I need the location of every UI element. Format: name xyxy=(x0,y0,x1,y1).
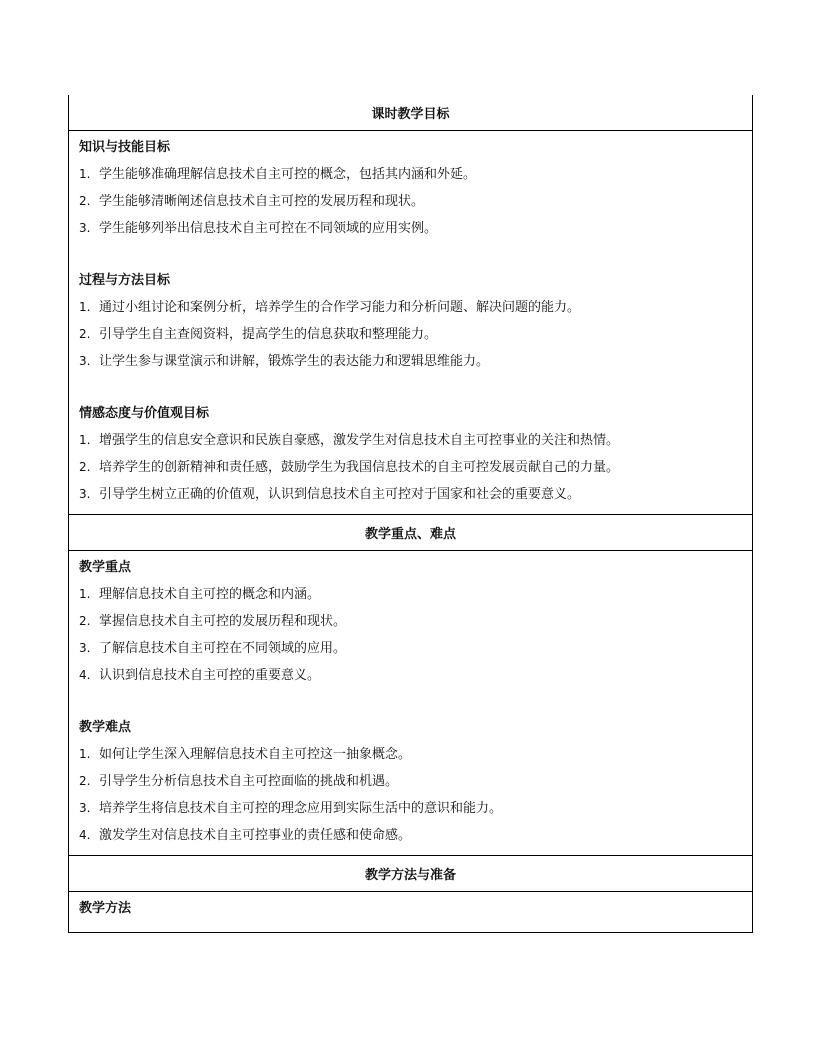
item-number: 1. xyxy=(79,587,91,601)
item-text: 学生能够列举出信息技术自主可控在不同领域的应用实例。 xyxy=(99,221,438,236)
subhead-knowledge-skills: 知识与技能目标 xyxy=(79,140,171,155)
list-item xyxy=(79,768,742,795)
item-text: 如何让学生深入理解信息技术自主可控这一抽象概念。 xyxy=(99,747,412,762)
item-text: 让学生参与课堂演示和讲解，锻炼学生的表达能力和逻辑思维能力。 xyxy=(99,354,490,369)
item-number: 1. xyxy=(79,433,91,447)
spacer xyxy=(79,689,742,715)
list-item xyxy=(79,188,742,215)
list-item xyxy=(79,795,742,822)
section-body-methods xyxy=(69,892,752,932)
item-text: 了解信息技术自主可控在不同领域的应用。 xyxy=(99,641,347,656)
item-text: 培养学生的创新精神和责任感，鼓励学生为我国信息技术的自主可控发展贡献自己的力量。 xyxy=(99,460,620,475)
item-number: 4. xyxy=(79,668,91,682)
list-item xyxy=(79,608,742,635)
item-number: 3. xyxy=(79,641,91,655)
item-text: 引导学生树立正确的价值观，认识到信息技术自主可控对于国家和社会的重要意义。 xyxy=(99,487,581,502)
subhead-attitudes-values: 情感态度与价值观目标 xyxy=(79,406,210,421)
item-text: 学生能够清晰阐述信息技术自主可控的发展历程和现状。 xyxy=(99,194,425,209)
item-text: 掌握信息技术自主可控的发展历程和现状。 xyxy=(99,614,347,629)
item-text: 培养学生将信息技术自主可控的理念应用到实际生活中的意识和能力。 xyxy=(99,801,503,816)
item-number: 1. xyxy=(79,747,91,761)
list-item xyxy=(79,215,742,242)
section-header-objectives: 课时教学目标 xyxy=(69,95,752,131)
item-number: 3. xyxy=(79,354,91,368)
item-text: 学生能够准确理解信息技术自主可控的概念，包括其内涵和外延。 xyxy=(99,167,477,182)
list-item xyxy=(79,161,742,188)
list-item xyxy=(79,662,742,689)
subhead-process-methods: 过程与方法目标 xyxy=(79,273,171,288)
item-number: 3. xyxy=(79,487,91,501)
item-text: 引导学生自主查阅资料，提高学生的信息获取和整理能力。 xyxy=(99,327,438,342)
item-number: 1. xyxy=(79,300,91,314)
section-header-methods: 教学方法与准备 xyxy=(69,856,752,892)
item-text: 引导学生分析信息技术自主可控面临的挑战和机遇。 xyxy=(99,774,399,789)
lesson-plan-table xyxy=(68,95,753,933)
item-number: 3. xyxy=(79,221,91,235)
item-number: 1. xyxy=(79,167,91,181)
item-number: 2. xyxy=(79,327,91,341)
subhead-teaching-focus: 教学重点 xyxy=(79,560,132,575)
item-text: 增强学生的信息安全意识和民族自豪感，激发学生对信息技术自主可控事业的关注和热情。 xyxy=(99,433,620,448)
list-item xyxy=(79,581,742,608)
subhead-teaching-methods: 教学方法 xyxy=(79,901,132,916)
list-item xyxy=(79,454,742,481)
spacer xyxy=(79,375,742,401)
item-text: 通过小组讨论和案例分析，培养学生的合作学习能力和分析问题、解决问题的能力。 xyxy=(99,300,581,315)
list-item xyxy=(79,294,742,321)
spacer xyxy=(79,242,742,268)
list-item xyxy=(79,348,742,375)
item-text: 认识到信息技术自主可控的重要意义。 xyxy=(99,668,321,683)
item-number: 2. xyxy=(79,194,91,208)
subhead-teaching-difficulties: 教学难点 xyxy=(79,720,132,735)
list-item xyxy=(79,741,742,768)
item-text: 激发学生对信息技术自主可控事业的责任感和使命感。 xyxy=(99,828,412,843)
list-item xyxy=(79,481,742,508)
item-number: 2. xyxy=(79,460,91,474)
item-number: 2. xyxy=(79,774,91,788)
list-item xyxy=(79,321,742,348)
section-header-key-points: 教学重点、难点 xyxy=(69,515,752,551)
section-body-objectives xyxy=(69,131,752,515)
item-number: 3. xyxy=(79,801,91,815)
list-item xyxy=(79,427,742,454)
item-number: 2. xyxy=(79,614,91,628)
item-text: 理解信息技术自主可控的概念和内涵。 xyxy=(99,587,321,602)
list-item xyxy=(79,822,742,849)
section-body-key-points xyxy=(69,551,752,856)
item-number: 4. xyxy=(79,828,91,842)
list-item xyxy=(79,635,742,662)
